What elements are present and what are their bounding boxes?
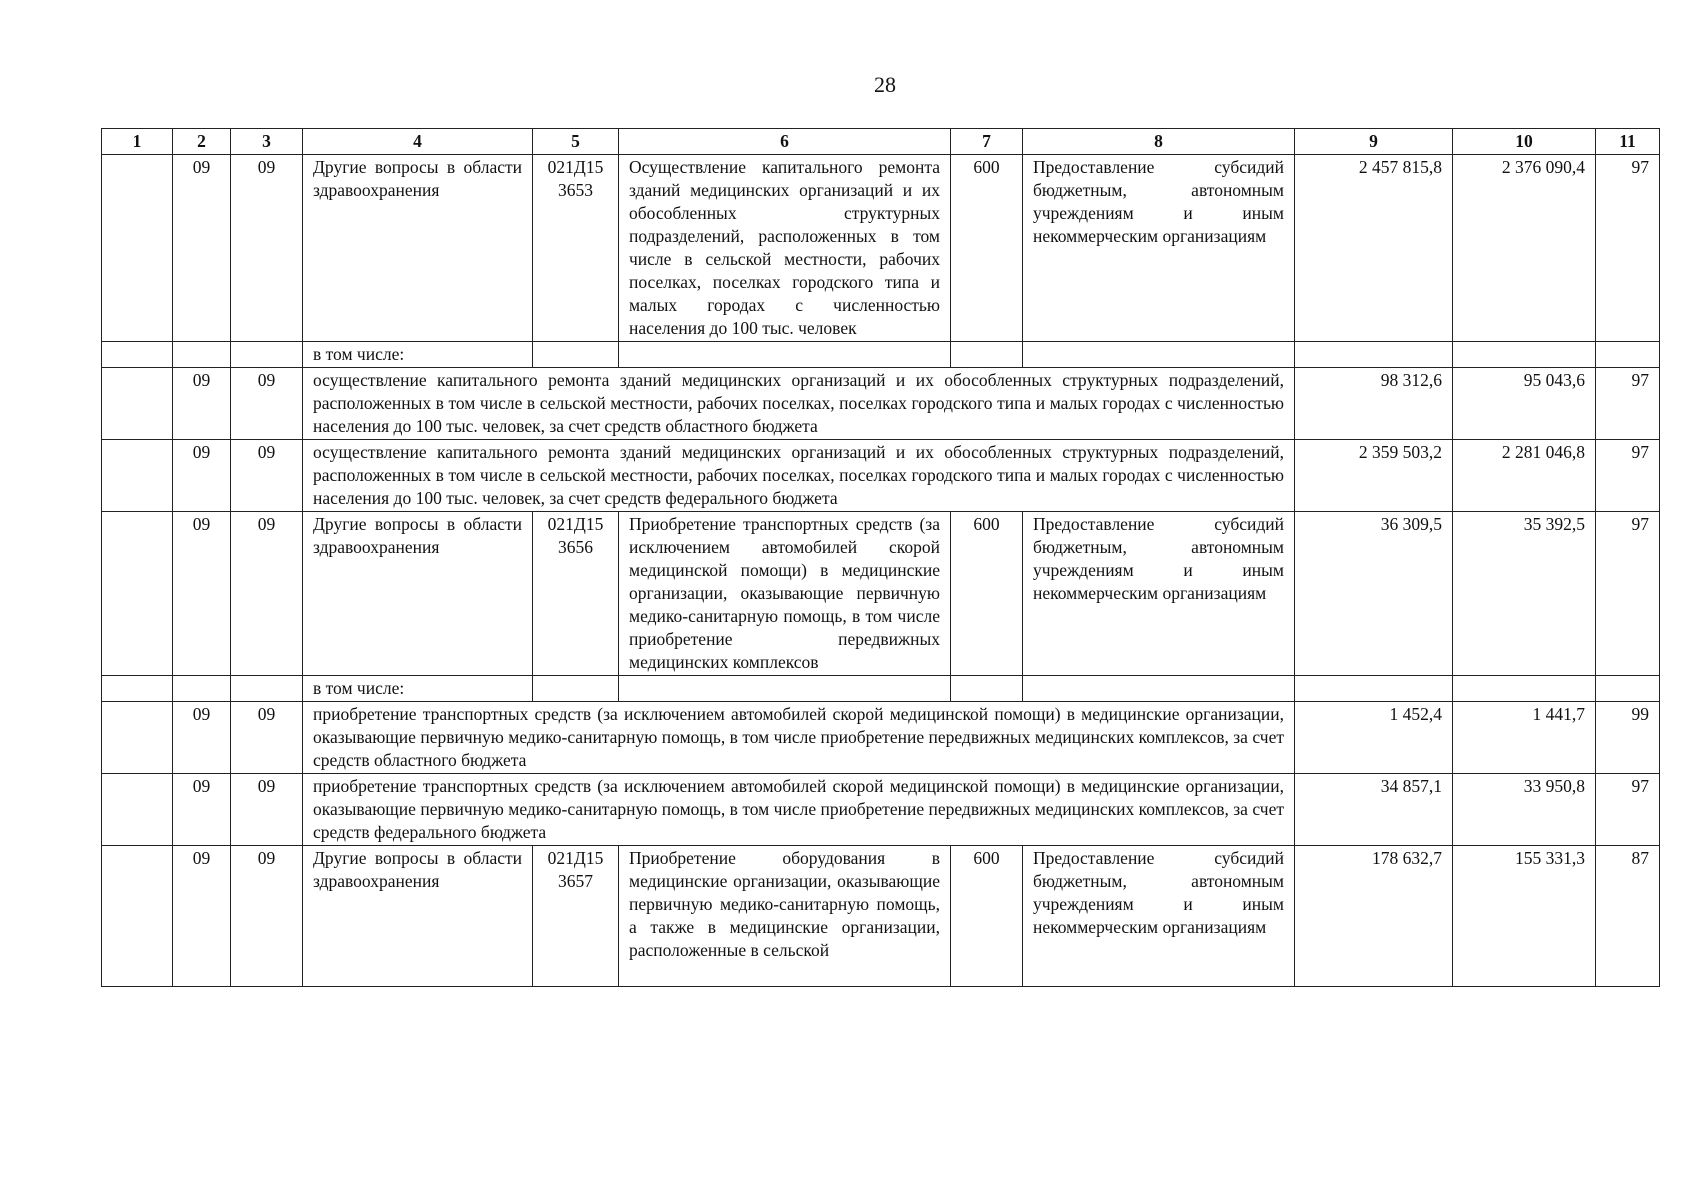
page-number: 28	[874, 72, 896, 97]
cell-col8	[1023, 676, 1295, 702]
planned-amount: 34 857,1	[1295, 774, 1453, 846]
expense-type-code: 600	[951, 846, 1023, 987]
subsection-code: 09	[231, 702, 303, 774]
cell-col2	[173, 342, 231, 368]
cell-col6	[619, 342, 951, 368]
section-code: 09	[173, 774, 231, 846]
actual-amount: 2 281 046,8	[1453, 440, 1596, 512]
header-row	[102, 129, 1660, 155]
expense-type-name: Предоставление субсидий бюджетным, автономным учреждениям и иным некоммерческим организациям	[1023, 512, 1295, 676]
planned-amount: 178 632,7	[1295, 846, 1453, 987]
actual-amount: 35 392,5	[1453, 512, 1596, 676]
column-header-6: 6	[619, 129, 951, 155]
actual-amount: 33 950,8	[1453, 774, 1596, 846]
expense-type-name: Предоставление субсидий бюджетным, автономным учреждениям и иным некоммерческим организациям	[1023, 155, 1295, 342]
cell-col1	[102, 676, 173, 702]
execution-percent: 87	[1596, 846, 1660, 987]
actual-amount: 155 331,3	[1453, 846, 1596, 987]
funding-source-row	[102, 440, 1660, 512]
including-label: в том числе:	[303, 676, 533, 702]
actual-amount: 95 043,6	[1453, 368, 1596, 440]
cell-col1	[102, 368, 173, 440]
column-header-8: 8	[1023, 129, 1295, 155]
cell-col1	[102, 774, 173, 846]
expense-item-row	[102, 155, 1660, 342]
expense-item-row	[102, 512, 1660, 676]
cell-col1	[102, 342, 173, 368]
execution-percent: 97	[1596, 512, 1660, 676]
column-header-10: 10	[1453, 129, 1596, 155]
cell-col3	[231, 342, 303, 368]
funding-source-row	[102, 702, 1660, 774]
cell-col6	[619, 676, 951, 702]
section-code: 09	[173, 846, 231, 987]
expense-type-name: Предоставление субсидий бюджетным, автономным учреждениям и иным некоммерческим организациям	[1023, 846, 1295, 987]
target-article-name	[619, 846, 951, 987]
column-header-11: 11	[1596, 129, 1660, 155]
column-header-2: 2	[173, 129, 231, 155]
execution-percent: 99	[1596, 702, 1660, 774]
planned-amount: 1 452,4	[1295, 702, 1453, 774]
execution-percent: 97	[1596, 155, 1660, 342]
cell-col9	[1295, 342, 1453, 368]
target-article-code: 021Д15 3653	[533, 155, 619, 342]
cell-col1	[102, 155, 173, 342]
cell-col11	[1596, 342, 1660, 368]
subsection-code: 09	[231, 368, 303, 440]
cell-col7	[951, 676, 1023, 702]
cell-col2	[173, 676, 231, 702]
expense-type-code: 600	[951, 155, 1023, 342]
cell-col1	[102, 702, 173, 774]
budget-table	[101, 128, 1660, 987]
target-article-name: Приобретение транспортных средств (за исключением автомобилей скорой медицинской помощи) в медицинские организации, оказывающие первичную медико-санитарную помощь, в том числе приобретение передвижных медицинских комплексов	[619, 512, 951, 676]
execution-percent: 97	[1596, 368, 1660, 440]
section-code: 09	[173, 512, 231, 676]
cell-col1	[102, 846, 173, 987]
funding-description: приобретение транспортных средств (за исключением автомобилей скорой медицинской помощи) в медицинские организации, оказывающие первичную медико-санитарную помощь, в том числе приобретение передвижных медицинских комплексов, за счет средств федерального бюджета	[303, 774, 1295, 846]
funding-source-row	[102, 774, 1660, 846]
target-article-name-text: Приобретение оборудования в медицинские организации, оказывающие первичную медико-санитарную помощь, а также в медицинские организации, расположенные в сельской	[629, 848, 940, 960]
actual-amount: 2 376 090,4	[1453, 155, 1596, 342]
section-name: Другие вопросы в области здравоохранения	[303, 846, 533, 987]
column-header-9: 9	[1295, 129, 1453, 155]
cell-col1	[102, 512, 173, 676]
funding-description: осуществление капитального ремонта зданий медицинских организаций и их обособленных структурных подразделений, расположенных в том числе в сельской местности, рабочих поселках, поселках городского типа и малых городах с численностью населения до 100 тыс. человек, за счет средств федерального бюджета	[303, 440, 1295, 512]
cell-col7	[951, 342, 1023, 368]
cell-col5	[533, 342, 619, 368]
cell-col1	[102, 440, 173, 512]
including-row	[102, 676, 1660, 702]
subsection-code: 09	[231, 155, 303, 342]
section-code: 09	[173, 702, 231, 774]
cell-col9	[1295, 676, 1453, 702]
subsection-code: 09	[231, 774, 303, 846]
actual-amount: 1 441,7	[1453, 702, 1596, 774]
target-article-code: 021Д15 3657	[533, 846, 619, 987]
subsection-code: 09	[231, 440, 303, 512]
execution-percent: 97	[1596, 440, 1660, 512]
column-header-5: 5	[533, 129, 619, 155]
section-code: 09	[173, 440, 231, 512]
funding-source-row	[102, 368, 1660, 440]
expense-type-code: 600	[951, 512, 1023, 676]
section-name: Другие вопросы в области здравоохранения	[303, 512, 533, 676]
cell-col3	[231, 676, 303, 702]
planned-amount: 2 457 815,8	[1295, 155, 1453, 342]
subsection-code: 09	[231, 512, 303, 676]
subsection-code: 09	[231, 846, 303, 987]
section-code: 09	[173, 155, 231, 342]
column-header-7: 7	[951, 129, 1023, 155]
funding-description: осуществление капитального ремонта зданий медицинских организаций и их обособленных структурных подразделений, расположенных в том числе в сельской местности, рабочих поселках, поселках городского типа и малых городах с численностью населения до 100 тыс. человек, за счет средств областного бюджета	[303, 368, 1295, 440]
including-row	[102, 342, 1660, 368]
execution-percent: 97	[1596, 774, 1660, 846]
column-header-4: 4	[303, 129, 533, 155]
funding-description: приобретение транспортных средств (за исключением автомобилей скорой медицинской помощи) в медицинские организации, оказывающие первичную медико-санитарную помощь, в том числе приобретение передвижных медицинских комплексов, за счет средств областного бюджета	[303, 702, 1295, 774]
section-code: 09	[173, 368, 231, 440]
cell-col10	[1453, 676, 1596, 702]
planned-amount: 2 359 503,2	[1295, 440, 1453, 512]
target-article-name: Осуществление капитального ремонта зданий медицинских организаций и их обособленных структурных подразделений, расположенных в том числе в сельской местности, рабочих поселках, поселках городского типа и малых городах с численностью населения до 100 тыс. человек	[619, 155, 951, 342]
cell-col8	[1023, 342, 1295, 368]
planned-amount: 36 309,5	[1295, 512, 1453, 676]
target-article-code: 021Д15 3656	[533, 512, 619, 676]
section-name: Другие вопросы в области здравоохранения	[303, 155, 533, 342]
cell-col11	[1596, 676, 1660, 702]
including-label: в том числе:	[303, 342, 533, 368]
column-header-3: 3	[231, 129, 303, 155]
cell-col5	[533, 676, 619, 702]
column-header-1: 1	[102, 129, 173, 155]
planned-amount: 98 312,6	[1295, 368, 1453, 440]
expense-item-row	[102, 846, 1660, 987]
cell-col10	[1453, 342, 1596, 368]
